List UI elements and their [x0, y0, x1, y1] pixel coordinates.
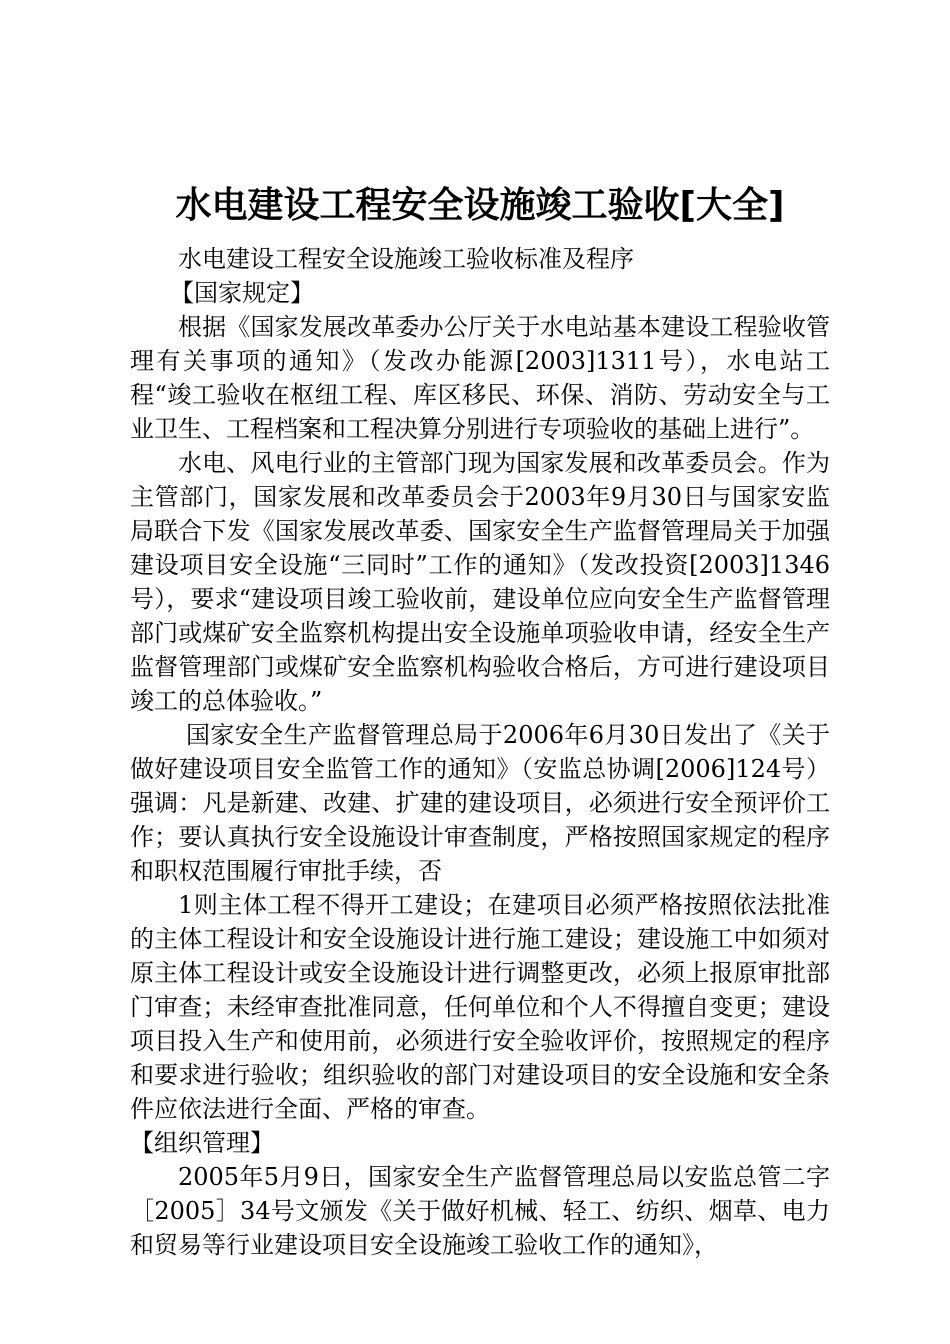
document-subtitle: 水电建设工程安全设施竣工验收标准及程序: [178, 245, 634, 273]
document-page: [130, 180, 830, 1262]
paragraph-4: 1则主体工程不得开工建设；在建项目必须严格按照依法批准的主体工程设计和安全设施设计进行施工建设；建设施工中如须对原主体工程设计或安全设施设计进行调整更改，必须上报原审批部门审查；未经审查批准同意，任何单位和个人不得擅自变更；建设项目投入生产和使用前，必须进行安全验收评价，按照规定的程序和要求进行验收；组织验收的部门对建设项目的安全设施和安全条件应依法进行全面、严格的审查。: [130, 891, 830, 1123]
document-title: 水电建设工程安全设施竣工验收[大全]: [175, 185, 785, 226]
paragraph-5: 2005年5月9日，国家安全生产监督管理总局以安监总管二字［2005］34号文颁发《关于做好机械、轻工、纺织、烟草、电力和贸易等行业建设项目安全设施竣工验收工作的通知》，: [130, 1163, 830, 1259]
paragraph-3: 国家安全生产监督管理总局于2006年6月30日发出了《关于做好建设项目安全监管工作的通知》（安监总协调[2006]124号）强调：凡是新建、改建、扩建的建设项目，必须进行安全预评价工作；要认真执行安全设施设计审查制度，严格按照国家规定的程序和职权范围履行审批手续，否: [130, 721, 830, 885]
section-heading-organization: 【组织管理】: [130, 1129, 274, 1157]
section-heading-national: 【国家规定】: [170, 279, 314, 307]
paragraph-1: 根据《国家发展改革委办公厅关于水电站基本建设工程验收管理有关事项的通知》（发改办能源[2003]1311号），水电站工程“竣工验收在枢纽工程、库区移民、环保、消防、劳动安全与工业卫生、工程档案和工程决算分别进行专项验收的基础上进行”。: [130, 313, 830, 443]
paragraph-2: 水电、风电行业的主管部门现为国家发展和改革委员会。作为主管部门，国家发展和改革委员会于2003年9月30日与国家安监局联合下发《国家发展改革委、国家安全生产监督管理局关于加强建设项目安全设施“三同时”工作的通知》（发改投资[2003]1346号），要求“建设项目竣工验收前，建设单位应向安全生产监督管理部门或煤矿安全监察机构提出安全设施单项验收申请，经安全生产监督管理部门或煤矿安全监察机构验收合格后，方可进行建设项目竣工的总体验收。”: [130, 449, 830, 715]
